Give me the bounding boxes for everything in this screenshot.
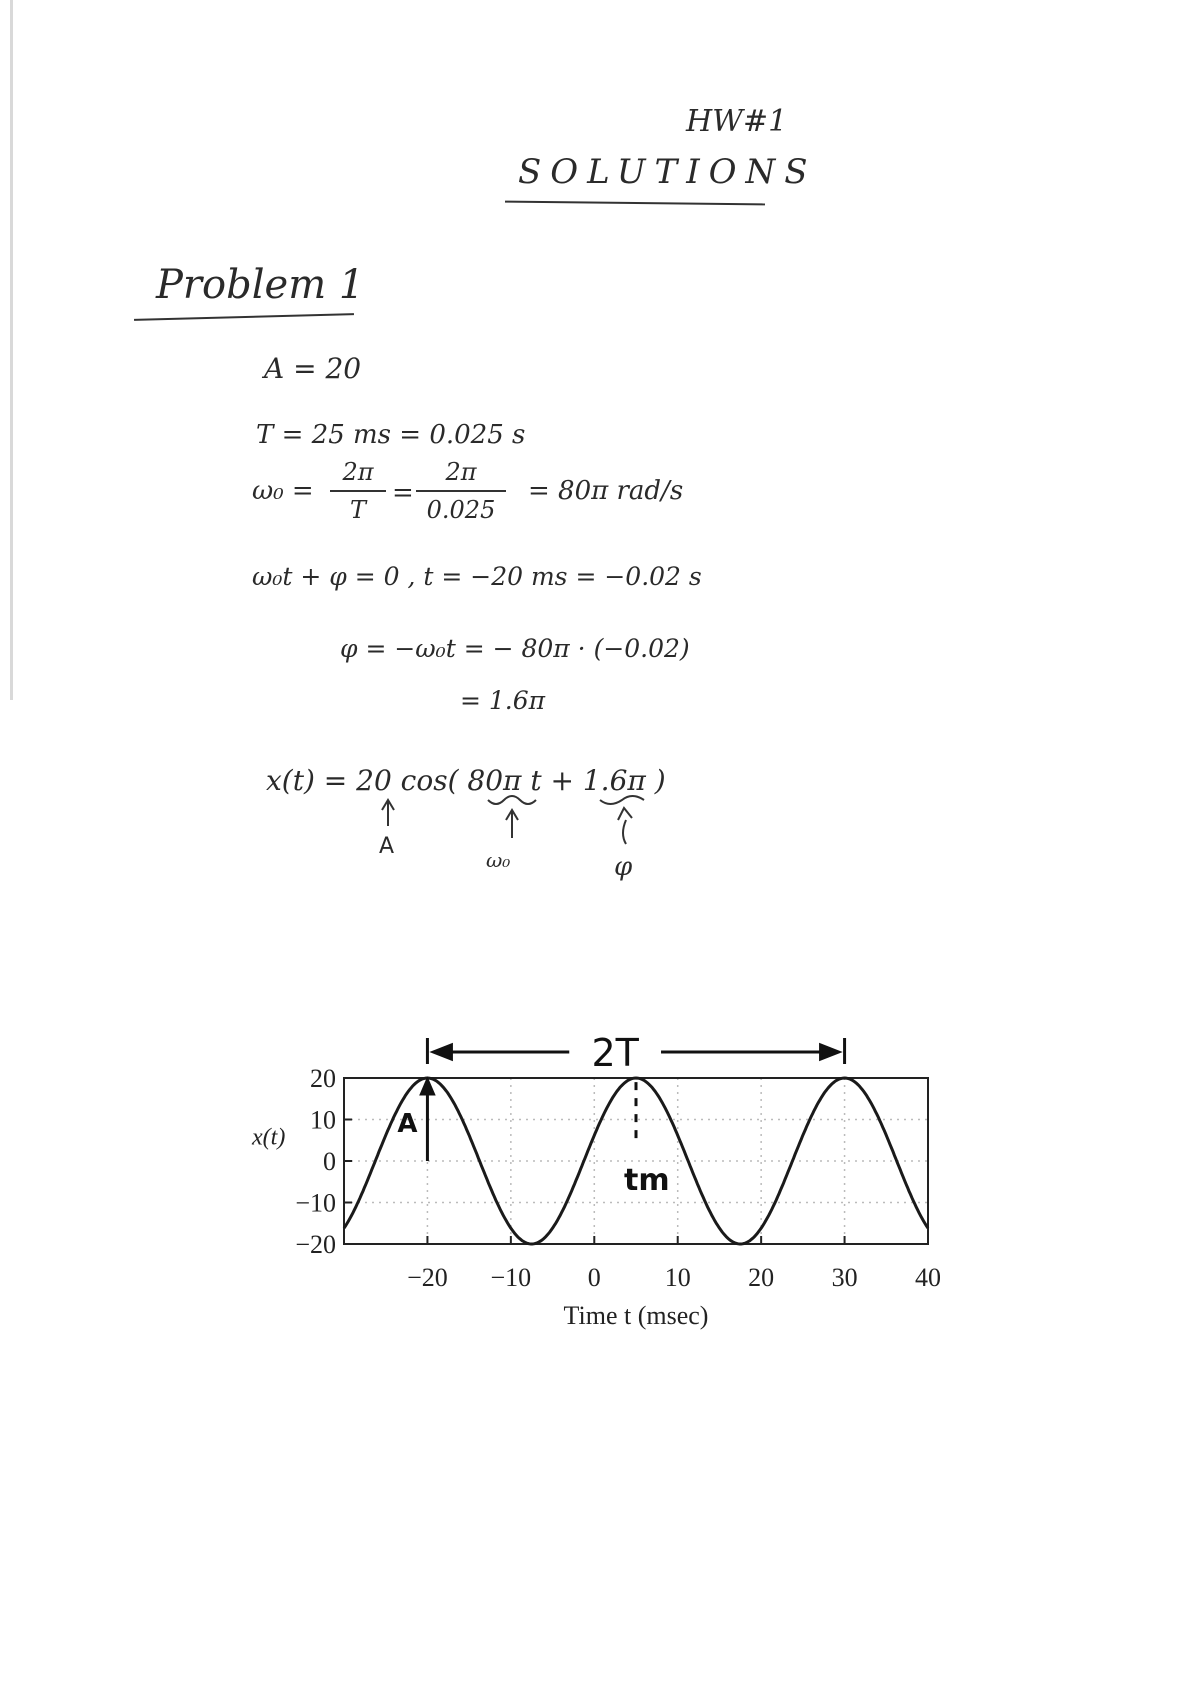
y-tick-label: 10 (310, 1105, 336, 1135)
frac2-numerator: 2π (445, 458, 477, 486)
signal-equation: x(t) = 20 cos( 80π t + 1.6π ) (266, 764, 666, 797)
condition-line: ω₀t + φ = 0 , t = −20 ms = −0.02 s (252, 562, 702, 591)
x-tick-label: −20 (407, 1263, 448, 1292)
frac1-denominator: T (349, 496, 366, 524)
x-tick-label: 10 (664, 1263, 691, 1292)
x-tick-label: −10 (490, 1263, 532, 1292)
phi-result: = 1.6π (460, 686, 546, 715)
x-tick-label: 0 (587, 1263, 601, 1292)
solutions-title: SOLUTIONS (518, 152, 817, 192)
equals-sign: = (392, 478, 414, 508)
two-T-label: 2T (591, 1031, 639, 1075)
frac2-denominator: 0.025 (426, 496, 496, 524)
period-line: T = 25 ms = 0.025 s (256, 420, 526, 450)
omega-result: = 80π rad/s (528, 476, 684, 506)
y-tick-label: −10 (295, 1188, 336, 1218)
label-phi: φ (614, 852, 633, 882)
amplitude-line: A = 20 (264, 352, 362, 385)
tm-label: tm (624, 1162, 670, 1198)
label-omega: ω₀ (486, 848, 511, 872)
x-tick-label: 40 (915, 1263, 941, 1292)
y-tick-label: 20 (310, 1064, 336, 1093)
hw-number: HW#1 (686, 104, 788, 139)
phi-line: φ = −ω₀t = − 80π · (−0.02) (340, 634, 690, 663)
amplitude-label: A (397, 1108, 418, 1139)
amplitude-arrow (421, 1080, 433, 1161)
frac1-numerator: 2π (342, 458, 374, 486)
span-left-arrowhead (433, 1045, 451, 1059)
omega-prefix: ω₀ = (252, 476, 314, 506)
x-axis-label: Time t (msec) (563, 1301, 709, 1330)
x-tick-label: 30 (831, 1263, 858, 1292)
x-tick-label: 20 (748, 1263, 775, 1292)
label-A: A (379, 834, 395, 859)
span-right-arrowhead (821, 1045, 839, 1059)
problem-heading: Problem 1 (156, 262, 365, 308)
y-tick-label: −20 (295, 1230, 336, 1259)
y-tick-label: 0 (323, 1147, 336, 1176)
y-axis-label: x(t) (252, 1124, 286, 1151)
amp-arrow-head (421, 1080, 433, 1094)
